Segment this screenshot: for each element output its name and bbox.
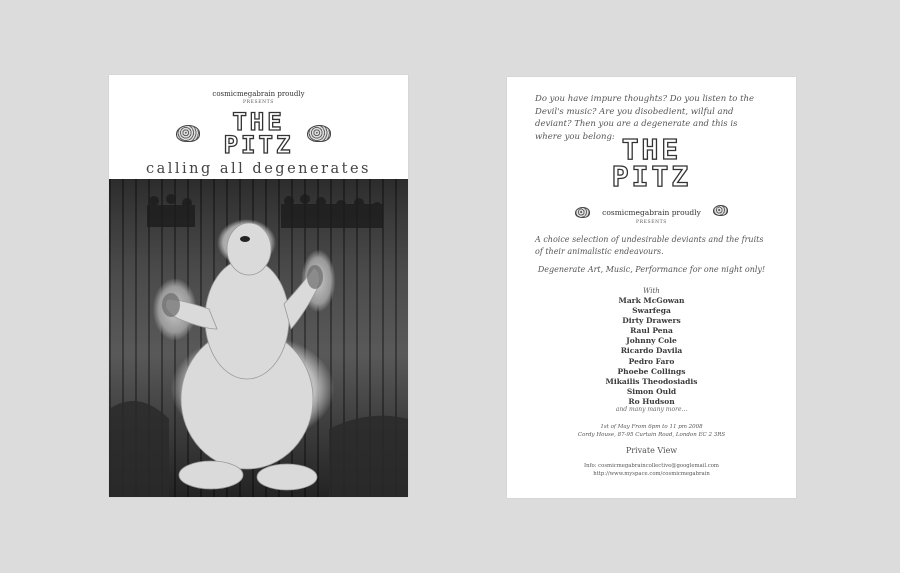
polar-bear-illustration (109, 179, 408, 497)
artist-lineup (507, 296, 796, 407)
billing: Degenerate Art, Music, Performance for one night only! (537, 265, 766, 274)
crowd-silhouettes (147, 194, 383, 228)
event-address: Cordy House, 87-95 Curtain Road, London EC 2 3RS (577, 432, 726, 438)
description: A choice selection of undesirable deviants and the fruits of their animalistic endeavours. (535, 235, 764, 256)
front-title-line1: THE (232, 108, 285, 136)
artist-name: Mark McGowan (618, 296, 685, 305)
front-title-line2: PITZ (223, 130, 294, 159)
artist-name: Dirty Drawers (622, 316, 681, 326)
myspace-url: http://www.myspace.com/cosmicmegabrain (593, 471, 710, 477)
with-label: With (643, 287, 660, 295)
bear-shape (166, 223, 320, 490)
artist-name: Ricardo Davila (620, 346, 683, 356)
back-title-line1: THE (621, 133, 682, 166)
bear-paw-right (307, 265, 323, 289)
artist-name: Raul Pena (630, 326, 673, 336)
artist-name: Swarfega (632, 306, 671, 316)
artist-name: Phoebe Collings (617, 366, 686, 376)
back-presenter: cosmicmegabrain proudly (602, 208, 701, 217)
back-title (507, 133, 796, 193)
polar-bear-photo (109, 179, 408, 497)
back-title-line2: PITZ (611, 159, 692, 193)
flyer-back (507, 77, 796, 498)
private-view: Private View (625, 446, 678, 455)
bear-nose (240, 236, 250, 242)
intro-text: Do you have impure thoughts? Do you listen to the Devil's music? Are you disobedient, wilful and deviant? Then you are a degenerate and this is where you belong: (535, 94, 755, 142)
front-title (109, 108, 408, 159)
front-presenter: cosmicmegabrain proudly (212, 90, 305, 98)
artist-name: Simon Ould (626, 386, 677, 396)
flyer-front (109, 75, 408, 497)
front-presents: PRESENTS (243, 100, 274, 105)
artist-name: Johnny Cole (626, 336, 677, 346)
artist-name: Pedro Faro (628, 356, 675, 366)
back-presents: PRESENTS (636, 220, 667, 225)
artist-name: Mikailis Theodosiadis (605, 376, 698, 386)
artist-name: Ro Hudson (628, 396, 675, 406)
more-artists: and many many more... (615, 406, 688, 413)
brain-icon (307, 125, 331, 142)
contact-email: Info: cosmicmegabraincollective@googlemail.com (584, 463, 719, 469)
tagline: calling all degenerates (145, 161, 371, 177)
brain-icon (713, 205, 728, 216)
bear-paw-left (162, 293, 180, 317)
event-date: 1st of May From 6pm to 11 pm 2008 (600, 424, 703, 430)
